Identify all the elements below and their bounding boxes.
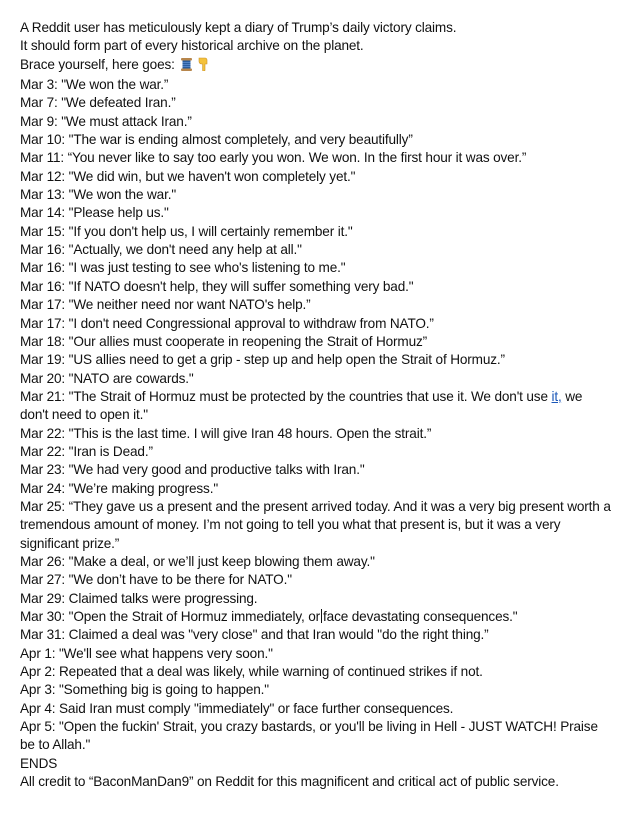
credit-line: All credit to “BaconManDan9” on Reddit for this magnificent and critical act of public service.: [20, 774, 559, 790]
diary-entry: Mar 20: "NATO are cowards.": [20, 370, 194, 386]
diary-entry: Mar 23: "We had very good and productive talks with Iran.": [20, 462, 365, 478]
diary-entry: Apr 4: Said Iran must comply "immediately" or face further consequences.: [20, 700, 454, 716]
diary-entry: Mar 10: "The war is ending almost completely, and very beautifully”: [20, 132, 413, 148]
text-cursor: [321, 609, 322, 623]
pointing-down-hand-icon: [197, 57, 209, 76]
diary-entry: Apr 1: "We'll see what happens very soon.": [20, 645, 273, 661]
entry-text: we don't need to open it.": [20, 388, 583, 423]
diary-entry: Mar 16: "I was just testing to see who's listening to me.": [20, 260, 346, 276]
diary-entry: Mar 29: Claimed talks were progressing.: [20, 590, 258, 606]
diary-entry: Mar 12: "We did win, but we haven't won completely yet.": [20, 168, 356, 184]
entry-text: Mar 30: "Open the Strait of Hormuz immediately, or: [20, 609, 321, 624]
diary-entry: Mar 3: "We won the war.”: [20, 77, 169, 93]
diary-entry: Mar 17: "I don't need Congressional approval to withdraw from NATO.”: [20, 315, 434, 331]
diary-entry: Mar 17: "We neither need nor want NATO's help.”: [20, 297, 311, 313]
diary-entry: Mar 16: "If NATO doesn't help, they will suffer something very bad.": [20, 278, 414, 294]
diary-entry: Mar 26: "Make a deal, or we’ll just keep blowing them away.": [20, 553, 375, 569]
diary-entry: Mar 13: "We won the war.": [20, 187, 177, 203]
diary-entry: Apr 5: "Open the fuckin' Strait, you crazy bastards, or you'll be living in Hell - JUST WATCH! Praise be to Allah.": [20, 719, 598, 753]
intro-line-1: A Reddit user has meticulously kept a diary of Trump’s daily victory claims.: [20, 20, 457, 35]
diary-entry: Mar 15: "If you don't help us, I will certainly remember it.": [20, 223, 353, 239]
hyperlink-it[interactable]: it,: [551, 388, 562, 404]
document-body: [20, 19, 612, 791]
diary-entry: Mar 31: Claimed a deal was "very close" and that Iran would "do the right thing.”: [20, 627, 489, 643]
diary-entry-mar21: [20, 388, 612, 425]
entry-text: face devastating consequences.": [323, 609, 518, 624]
diary-entry: Mar 9: "We must attack Iran.”: [20, 113, 192, 129]
diary-entry: Mar 22: "This is the last time. I will give Iran 48 hours. Open the strait.”: [20, 425, 432, 441]
intro-line-2: It should form part of every historical archive on the planet.: [20, 38, 364, 54]
ends-marker: ENDS: [20, 755, 58, 771]
diary-entry-mar30: [20, 608, 612, 626]
diary-entry: Mar 24: "We’re making progress.": [20, 480, 219, 496]
diary-entry: Mar 14: "Please help us.": [20, 205, 169, 221]
diary-entry: Apr 3: "Something big is going to happen.": [20, 682, 269, 698]
diary-entries-2: [20, 425, 612, 608]
diary-entries-3: [20, 626, 612, 754]
diary-entry: Mar 18: "Our allies must cooperate in reopening the Strait of Hormuz”: [20, 333, 428, 349]
diary-entry: Apr 2: Repeated that a deal was likely, while warning of continued strikes if not.: [20, 664, 483, 680]
intro-line-3: [20, 56, 612, 76]
diary-entry: Mar 22: "Iran is Dead.”: [20, 443, 153, 459]
diary-entry: Mar 7: "We defeated Iran.”: [20, 95, 176, 111]
entry-text: Mar 21: "The Strait of Hormuz must be protected by the countries that use it. We don't use: [20, 388, 552, 404]
diary-entries: [20, 76, 612, 388]
diary-entry: Mar 11: “You never like to say too early you won. We won. In the first hour it was over.”: [20, 150, 527, 166]
diary-entry: Mar 25: “They gave us a present and the present arrived today. And it was a very big present worth a tremendous amount of money. I’m not going to tell you what that present is, but it was a very significant prize.”: [20, 498, 611, 551]
diary-entry: Mar 16: "Actually, we don't need any help at all.": [20, 242, 302, 258]
intro-text: Brace yourself, here goes:: [20, 56, 175, 72]
diary-entry: Mar 19: "US allies need to get a grip - step up and help open the Strait of Hormuz.”: [20, 352, 505, 368]
diary-entry: Mar 27: "We don’t have to be there for NATO.": [20, 572, 292, 588]
thread-spool-icon: [181, 58, 192, 76]
